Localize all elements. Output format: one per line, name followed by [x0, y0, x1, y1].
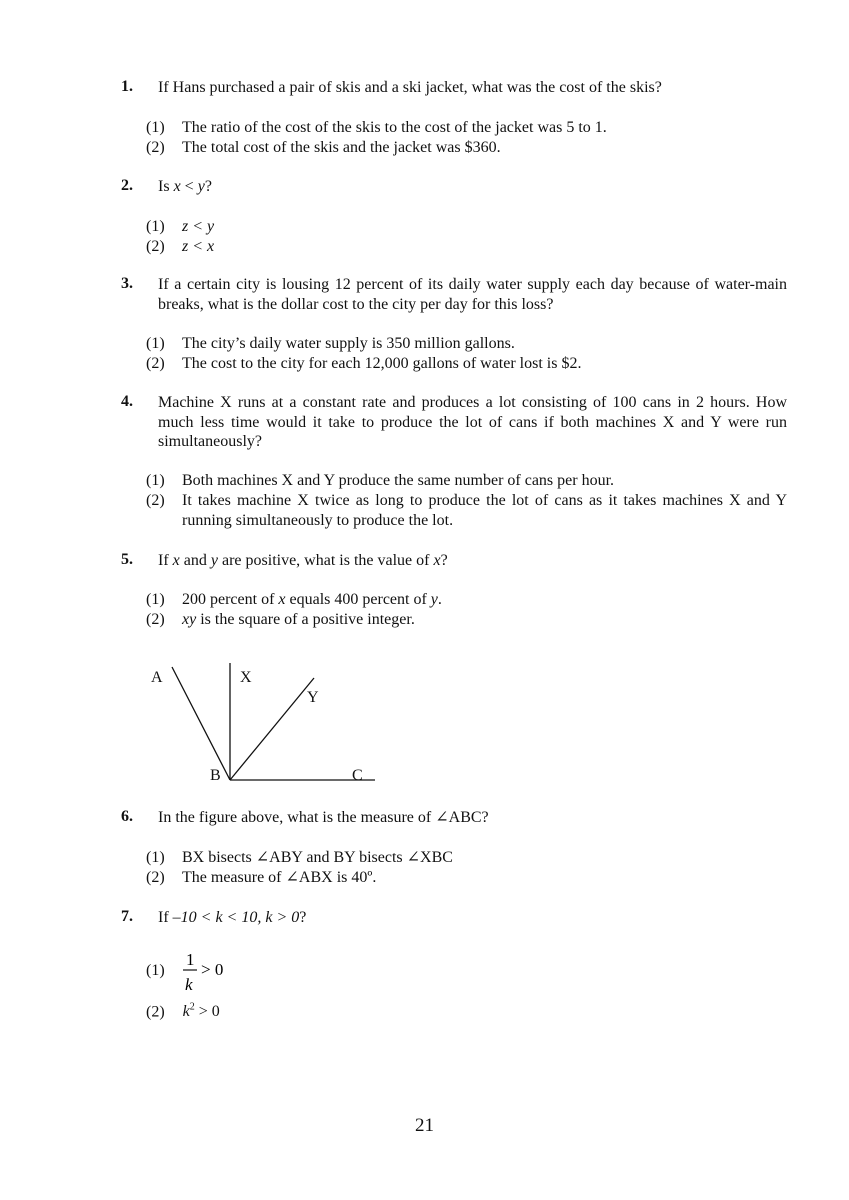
option-text: z < y	[182, 218, 215, 235]
options-5	[146, 590, 787, 630]
options-2	[146, 217, 787, 257]
option-1	[146, 118, 787, 138]
option-text: The ratio of the cost of the skis to the cost of the jacket was 5 to 1.	[182, 119, 607, 136]
question-1	[121, 78, 787, 98]
option-1: (1) 200 percent of x equals 400 percent of y.	[146, 591, 442, 608]
question-3	[121, 275, 787, 314]
option-2	[146, 237, 787, 257]
question-5	[121, 551, 787, 571]
question-stem: If Hans purchased a pair of skis and a ski jacket, what was the cost of the skis?	[158, 79, 662, 96]
question-stem: If –10 < k < 10, k > 0?	[158, 909, 307, 926]
label-y: Y	[307, 689, 319, 706]
question-number: 1.	[121, 78, 133, 95]
option-text: Both machines X and Y produce the same number of cans per hour.	[182, 472, 615, 489]
options-6	[146, 848, 787, 888]
ray-ba	[172, 667, 230, 780]
option-text: It takes machine X twice as long to produce the lot of cans as it takes machines X and Y running simultaneously to produce the lot.	[182, 492, 787, 529]
option-2: (2) xy is the square of a positive integer.	[146, 611, 415, 628]
option-label: (1)	[146, 962, 165, 979]
question-number: 5.	[121, 551, 133, 568]
option-text: The cost to the city for each 12,000 gallons of water lost is $2.	[182, 355, 582, 372]
option-2: (2) $k^2 > 0$	[146, 1002, 220, 1021]
question-stem: Machine X runs at a constant rate and produces a lot consisting of 100 cans in 2 hours. How much less time would it take to produce the lot of cans if both machines X and Y were run simultaneously?	[158, 394, 787, 450]
option-label: (2)	[146, 355, 165, 372]
option-label: (2)	[146, 492, 165, 509]
question-stem: Is x < y?	[158, 178, 212, 195]
page-number: 21	[415, 1115, 434, 1136]
question-7	[121, 908, 787, 928]
fraction-relation: > 0	[201, 960, 224, 979]
option-label: (2)	[146, 611, 165, 628]
option-1	[146, 217, 787, 237]
option-label: (1)	[146, 119, 165, 136]
option-text: The measure of ∠ABX is 40º.	[182, 869, 377, 886]
option-text: z < x	[182, 238, 215, 255]
question-4	[121, 393, 787, 452]
ray-by	[230, 678, 314, 780]
fraction-numerator: 1	[186, 950, 195, 969]
option-label: (1)	[146, 218, 165, 235]
option-label: (2)	[146, 869, 165, 886]
question-stem: If x and y are positive, what is the value of x?	[158, 552, 448, 569]
option-2	[146, 138, 787, 158]
label-x: X	[240, 669, 252, 686]
option-label: (1)	[146, 335, 165, 352]
question-number: 3.	[121, 275, 133, 292]
fraction-option	[182, 948, 232, 998]
question-number: 2.	[121, 177, 133, 194]
option-2	[146, 868, 787, 888]
label-c: C	[352, 767, 363, 784]
option-2	[146, 354, 787, 374]
option-text: BX bisects ∠ABY and BY bisects ∠XBC	[182, 849, 453, 866]
option-label: (2)	[146, 1003, 165, 1021]
question-number: 4.	[121, 393, 133, 410]
option-text: The total cost of the skis and the jacket was $360.	[182, 139, 501, 156]
options-3	[146, 334, 787, 374]
option-2	[146, 491, 787, 531]
option-1	[146, 471, 787, 491]
question-stem: If a certain city is lousing 12 percent of its daily water supply each day because of water-main breaks, what is the dollar cost to the city per day for this loss?	[158, 276, 787, 313]
label-b: B	[210, 767, 221, 784]
question-2	[121, 177, 787, 197]
option-label: (2)	[146, 238, 165, 255]
option-label: (1)	[146, 591, 165, 608]
options-4	[146, 471, 787, 531]
question-number: 7.	[121, 908, 133, 925]
label-a: A	[151, 669, 163, 686]
question-number: 6.	[121, 808, 133, 825]
option-1	[146, 334, 787, 354]
fraction-denominator: k	[185, 975, 193, 994]
option-text: The city’s daily water supply is 350 million gallons.	[182, 335, 515, 352]
angle-figure	[145, 660, 385, 790]
question-stem: In the figure above, what is the measure of ∠ABC?	[158, 809, 489, 826]
option-1	[146, 848, 787, 868]
option-label: (2)	[146, 139, 165, 156]
option-label: (1)	[146, 472, 165, 489]
question-6	[121, 808, 787, 828]
option-label: (1)	[146, 849, 165, 866]
options-1	[146, 118, 787, 158]
